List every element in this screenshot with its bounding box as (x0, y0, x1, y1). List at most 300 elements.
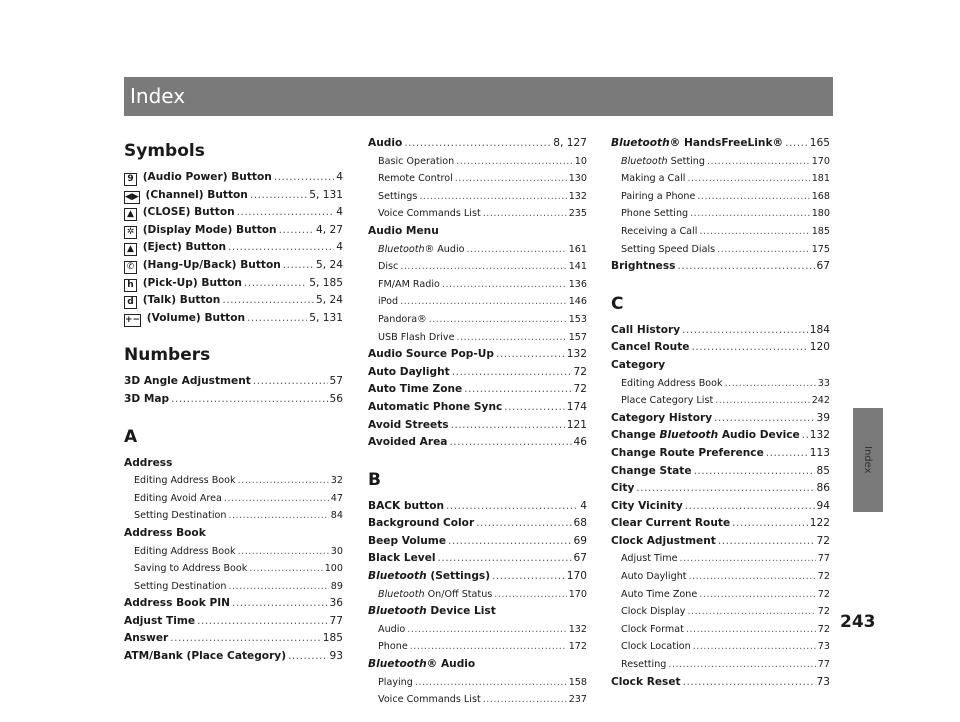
index-subentry (611, 375, 830, 393)
entry-label: Disc (378, 261, 399, 273)
leader-dots (438, 550, 572, 568)
page-ref[interactable]: 68 (573, 517, 587, 530)
page-ref[interactable]: 47 (330, 492, 343, 504)
page-ref[interactable]: 100 (324, 563, 343, 575)
page-ref[interactable]: 4 (336, 171, 343, 183)
entry-label: Cancel Route (611, 341, 690, 354)
entry-label: Clock Location (621, 641, 691, 653)
entry-label: City Vicinity (611, 499, 683, 512)
page-ref[interactable]: 122 (809, 517, 830, 530)
volume-icon: +− (125, 314, 141, 325)
page-ref[interactable]: 146 (568, 296, 587, 308)
index-subentry (611, 170, 830, 188)
entry-label: City (611, 482, 635, 495)
page-ref[interactable]: 72 (817, 588, 830, 600)
entry-label: USB Flash Drive (378, 331, 455, 343)
channel-icon: ◀▶ (125, 191, 139, 202)
index-entry (124, 525, 343, 543)
entry-label: Audio Menu (368, 224, 439, 237)
index-entry (124, 222, 343, 240)
section-heading: C (611, 293, 624, 314)
entry-text (621, 392, 713, 410)
page-ref[interactable]: 181 (811, 173, 830, 185)
entry-text (621, 550, 678, 568)
entry-text (368, 550, 436, 568)
page-ref[interactable]: 170 (566, 570, 587, 583)
entry-label: Audio (368, 137, 403, 149)
index-entry (368, 399, 587, 417)
entry-text (378, 276, 440, 294)
close-icon: ▲ (124, 208, 137, 221)
leader-dots (467, 241, 567, 259)
index-entry (124, 204, 343, 222)
index-subentry (368, 241, 587, 259)
leader-dots (464, 381, 571, 399)
index-entry (611, 480, 830, 498)
entry-label: Automatic Phone Sync (368, 400, 503, 413)
entry-text (378, 329, 455, 347)
index-entry (611, 258, 830, 276)
index-subentry (124, 560, 343, 578)
leader-dots (732, 515, 808, 533)
index-subentry (611, 153, 830, 171)
entry-text (368, 533, 446, 551)
entry-label: Clock Reset (611, 675, 681, 688)
page-ref[interactable]: 72 (817, 571, 830, 583)
entry-text (124, 187, 248, 205)
entry-label: Change Route Preference (611, 446, 764, 459)
leader-dots (446, 498, 578, 516)
leader-dots (707, 153, 810, 171)
leader-dots (492, 568, 565, 586)
entry-label: Avoided Area (368, 436, 448, 449)
page-ref[interactable]: 86 (816, 482, 830, 495)
leader-dots (680, 550, 816, 568)
entry-text (124, 204, 235, 222)
entry-label: Black Level (368, 552, 436, 565)
leader-dots (686, 621, 816, 639)
page-ref[interactable]: 4 (336, 206, 343, 219)
index-entry (611, 410, 830, 428)
index-entry (611, 339, 830, 357)
page-ref[interactable]: 170 (568, 588, 587, 600)
leader-dots (689, 568, 816, 586)
leader-dots (785, 135, 808, 153)
leader-dots (694, 463, 815, 481)
entry-italic: Bluetooth (368, 605, 427, 618)
entry-text (378, 691, 481, 709)
index-subentry (611, 241, 830, 259)
page-ref[interactable]: 237 (568, 694, 587, 706)
entry-label: iPod (378, 296, 399, 308)
page-ref[interactable]: 120 (809, 341, 830, 354)
leader-dots (419, 188, 566, 206)
entry-text (134, 560, 247, 578)
leader-dots (228, 578, 328, 596)
leader-dots (483, 205, 567, 223)
page-ref[interactable]: 242 (811, 395, 830, 407)
page-ref[interactable]: 33 (817, 377, 830, 389)
entry-text (621, 656, 666, 674)
entry-label: Clock Adjustment (611, 534, 716, 547)
page-ref[interactable]: 77 (817, 659, 830, 671)
entry-label: Place Category List (621, 395, 714, 407)
page-ref[interactable]: 141 (568, 261, 587, 273)
leader-dots (171, 391, 327, 409)
leader-dots (715, 392, 809, 410)
index-entry (124, 648, 343, 666)
page-ref[interactable]: 72 (816, 534, 830, 547)
page-ref[interactable]: 5, 131 (309, 311, 343, 324)
entry-label: Basic Operation (378, 155, 455, 167)
page-ref[interactable]: 72 (573, 365, 587, 378)
page-ref[interactable]: 30 (330, 545, 343, 557)
index-entry (368, 417, 587, 435)
leader-dots (249, 560, 322, 578)
page-ref[interactable]: 235 (568, 208, 587, 220)
page-ref[interactable]: 36 (329, 597, 343, 610)
index-entry (368, 434, 587, 452)
page-ref[interactable]: 89 (330, 580, 343, 592)
entry-text (368, 417, 449, 435)
entry-text (621, 188, 695, 206)
page-ref[interactable]: 132 (566, 348, 587, 361)
page-ref[interactable]: 46 (573, 436, 587, 449)
page-ref[interactable]: 32 (330, 475, 343, 487)
entry-label: Call History (611, 323, 681, 336)
leader-dots (232, 595, 328, 613)
entry-label: Clock Display (621, 606, 686, 618)
index-entry (368, 135, 587, 153)
entry-label: Address Book (124, 526, 206, 539)
page-ref[interactable]: 93 (329, 650, 343, 663)
page-ref[interactable]: 72 (817, 606, 830, 618)
leader-dots (496, 346, 565, 364)
page-ref[interactable]: 5, 24 (316, 294, 343, 307)
index-header-bar (124, 77, 833, 116)
entry-text (124, 310, 245, 328)
entry-label: Setting (667, 155, 705, 167)
leader-dots (224, 490, 329, 508)
leader-dots (448, 533, 572, 551)
page-ref[interactable]: 67 (573, 552, 587, 565)
index-subentry (368, 311, 587, 329)
entry-label: ATM/Bank (Place Category) (124, 650, 287, 663)
index-subentry (368, 276, 587, 294)
entry-text (368, 434, 447, 452)
leader-dots (677, 258, 814, 276)
index-subentry (124, 543, 343, 561)
leader-dots (483, 691, 567, 709)
leader-dots (407, 621, 566, 639)
page-ref[interactable]: 121 (566, 418, 587, 431)
page-ref[interactable]: 57 (329, 375, 343, 388)
index-entry (124, 187, 343, 205)
index-entry (611, 674, 830, 692)
entry-label: Device List (426, 605, 496, 618)
entry-label: Category History (611, 411, 713, 424)
entry-label: On/Off Status (424, 588, 493, 600)
entry-text (124, 275, 242, 293)
page-ref[interactable]: 72 (573, 383, 587, 396)
entry-text (134, 490, 222, 508)
entry-label: Resetting (621, 659, 667, 671)
entry-label: Adjust Time (124, 614, 196, 627)
leader-dots (687, 170, 809, 188)
entry-text (378, 638, 408, 656)
entry-italic: Bluetooth (659, 429, 719, 442)
power-icon: 9 (124, 173, 137, 186)
entry-text (378, 241, 465, 259)
index-subentry (368, 329, 587, 347)
entry-text (378, 293, 398, 311)
entry-label: Phone Setting (621, 208, 689, 220)
leader-dots (766, 445, 808, 463)
leader-dots (717, 241, 810, 259)
entry-label: Editing Avoid Area (134, 492, 222, 504)
index-entry (124, 391, 343, 409)
entry-text (368, 135, 402, 153)
leader-dots (404, 135, 551, 153)
entry-label: Making a Call (621, 173, 686, 185)
page-ref[interactable]: 172 (568, 641, 587, 653)
entry-text (378, 621, 405, 639)
index-entry (368, 381, 587, 399)
index-entry (124, 239, 343, 257)
page-ref[interactable]: 77 (329, 614, 343, 627)
page-ref[interactable]: 84 (330, 510, 343, 522)
page-ref[interactable]: 136 (568, 278, 587, 290)
index-entry (368, 603, 587, 621)
page-ref[interactable]: 4, 27 (316, 223, 343, 236)
entry-label: Voice Commands List (378, 208, 481, 220)
entry-label: Settings (378, 190, 418, 202)
entry-text (378, 311, 427, 329)
entry-text (368, 568, 490, 586)
page-ref[interactable]: 5, 185 (309, 276, 343, 289)
page-ref[interactable]: 73 (816, 675, 830, 688)
index-column-2 (368, 135, 587, 709)
leader-dots (170, 630, 321, 648)
entry-text (621, 586, 697, 604)
page-ref[interactable]: 132 (568, 190, 587, 202)
entry-label: Phone (378, 641, 408, 653)
entry-label: Auto Daylight (621, 571, 687, 583)
index-subentry (611, 550, 830, 568)
leader-dots (456, 153, 573, 171)
page-ref[interactable]: 174 (566, 400, 587, 413)
entry-text (611, 463, 692, 481)
entry-text (378, 586, 492, 604)
index-entry (368, 656, 587, 674)
leader-dots (238, 472, 329, 490)
entry-italic: Bluetooth (378, 588, 425, 600)
index-entry (611, 515, 830, 533)
index-subentry (611, 223, 830, 241)
page-ref[interactable]: 94 (816, 499, 830, 512)
entry-label: Address Book PIN (124, 597, 231, 610)
index-subentry (368, 586, 587, 604)
entry-text (368, 515, 474, 533)
page-ref[interactable]: 170 (811, 155, 830, 167)
entry-text (124, 292, 220, 310)
page-ref[interactable]: 85 (816, 464, 830, 477)
page-ref[interactable]: 153 (568, 313, 587, 325)
entry-text (611, 135, 783, 153)
index-subentry (124, 472, 343, 490)
index-subentry (124, 507, 343, 525)
entry-text (611, 533, 716, 551)
page-ref[interactable]: 185 (322, 632, 343, 645)
page-ref[interactable]: 8, 127 (553, 137, 587, 149)
page-ref[interactable]: 180 (811, 208, 830, 220)
entry-label: (Volume) Button (146, 311, 246, 324)
entry-label: FM/AM Radio (378, 278, 440, 290)
page-ref[interactable]: 5, 24 (316, 258, 343, 271)
leader-dots (725, 375, 816, 393)
page-ref[interactable]: 72 (817, 623, 830, 635)
index-entry (368, 550, 587, 568)
entry-label: ® HandsFreeLink® (669, 137, 784, 149)
index-subentry (611, 656, 830, 674)
entry-label: Audio Device (718, 429, 800, 442)
page-ref[interactable]: 132 (809, 429, 830, 442)
index-entry (368, 223, 587, 241)
entry-text (611, 427, 800, 445)
entry-text (134, 472, 236, 490)
page-ref[interactable]: 4 (336, 241, 343, 254)
entry-text (368, 656, 475, 674)
entry-text (134, 543, 236, 561)
page-ref[interactable]: 39 (816, 411, 830, 424)
index-entry (611, 357, 830, 375)
entry-text (124, 595, 230, 613)
leader-dots (197, 613, 327, 631)
page-ref[interactable]: 184 (809, 323, 830, 336)
entry-text (621, 638, 691, 656)
index-subentry (368, 674, 587, 692)
page-ref[interactable]: 132 (568, 623, 587, 635)
index-entry (368, 364, 587, 382)
entry-text (378, 188, 417, 206)
leader-dots (691, 339, 807, 357)
page-ref[interactable]: 113 (809, 446, 830, 459)
pick-up-icon: h (124, 279, 137, 292)
leader-dots (697, 188, 809, 206)
page-ref[interactable]: 130 (568, 173, 587, 185)
entry-label: Auto Daylight (368, 365, 450, 378)
leader-dots (222, 292, 314, 310)
entry-label: (Channel) Button (145, 188, 248, 201)
hang-up-back-icon: ✆ (124, 261, 137, 274)
leader-dots (685, 498, 815, 516)
leader-dots (455, 170, 567, 188)
page-ref[interactable]: 73 (817, 641, 830, 653)
entry-text (621, 170, 685, 188)
index-subentry (368, 170, 587, 188)
leader-dots (476, 515, 571, 533)
index-subentry (611, 188, 830, 206)
index-entry (611, 322, 830, 340)
index-column-3 (611, 135, 830, 691)
page-ref[interactable]: 77 (817, 553, 830, 565)
entry-label: Category (611, 358, 666, 371)
leader-dots (247, 310, 307, 328)
leader-dots (238, 543, 329, 561)
index-entry (611, 533, 830, 551)
entry-text (124, 630, 168, 648)
leader-dots (504, 399, 564, 417)
entry-label: (Audio Power) Button (142, 171, 272, 183)
entry-label: Address (124, 456, 173, 469)
entry-label: Playing (378, 676, 413, 688)
index-entry (124, 630, 343, 648)
entry-text (611, 674, 681, 692)
page-ref[interactable]: 185 (811, 225, 830, 237)
leader-dots (693, 638, 816, 656)
entry-label: 3D Map (124, 392, 170, 405)
entry-label: (Settings) (426, 570, 491, 583)
page-ref[interactable]: 161 (568, 243, 587, 255)
page-ref[interactable]: 5, 131 (309, 188, 343, 201)
page-ref[interactable]: 67 (816, 260, 830, 273)
index-entry (368, 346, 587, 364)
page-ref[interactable]: 69 (573, 534, 587, 547)
page-ref[interactable]: 158 (568, 676, 587, 688)
index-column-1 (124, 135, 343, 666)
index-side-label: Index (862, 446, 873, 474)
index-entry (611, 498, 830, 516)
entry-italic: Bluetooth (378, 243, 425, 255)
index-entry (124, 455, 343, 473)
entry-text (611, 498, 683, 516)
index-entry (611, 445, 830, 463)
page-ref[interactable]: 10 (574, 155, 587, 167)
index-entry (611, 135, 830, 153)
leader-dots (802, 427, 808, 445)
leader-dots (683, 674, 815, 692)
page-ref[interactable]: 157 (568, 331, 587, 343)
index-entry (124, 275, 343, 293)
leader-dots (288, 648, 327, 666)
leader-dots (279, 222, 314, 240)
entry-label: Change State (611, 464, 692, 477)
entry-text (621, 153, 705, 171)
entry-text (611, 445, 764, 463)
index-subentry (368, 258, 587, 276)
index-entry (124, 310, 343, 328)
page-ref[interactable]: 175 (811, 243, 830, 255)
leader-dots (410, 638, 567, 656)
entry-label: Brightness (611, 260, 676, 273)
page-ref[interactable]: 56 (329, 392, 343, 405)
index-entry (368, 498, 587, 516)
entry-text (611, 339, 689, 357)
entry-label: (Talk) Button (142, 294, 221, 307)
entry-label: Avoid Streets (368, 418, 449, 431)
entry-text (124, 613, 195, 631)
page-ref[interactable]: 168 (811, 190, 830, 202)
page-ref[interactable]: 165 (809, 137, 830, 149)
entry-label: Receiving a Call (621, 225, 698, 237)
index-entry (124, 373, 343, 391)
entry-text (621, 621, 684, 639)
entry-italic: Bluetooth (621, 155, 668, 167)
entry-label: (Display Mode) Button (142, 223, 277, 236)
entry-label: Answer (124, 632, 169, 645)
entry-label: Pandora® (378, 313, 427, 325)
page-ref[interactable]: 4 (580, 499, 587, 512)
